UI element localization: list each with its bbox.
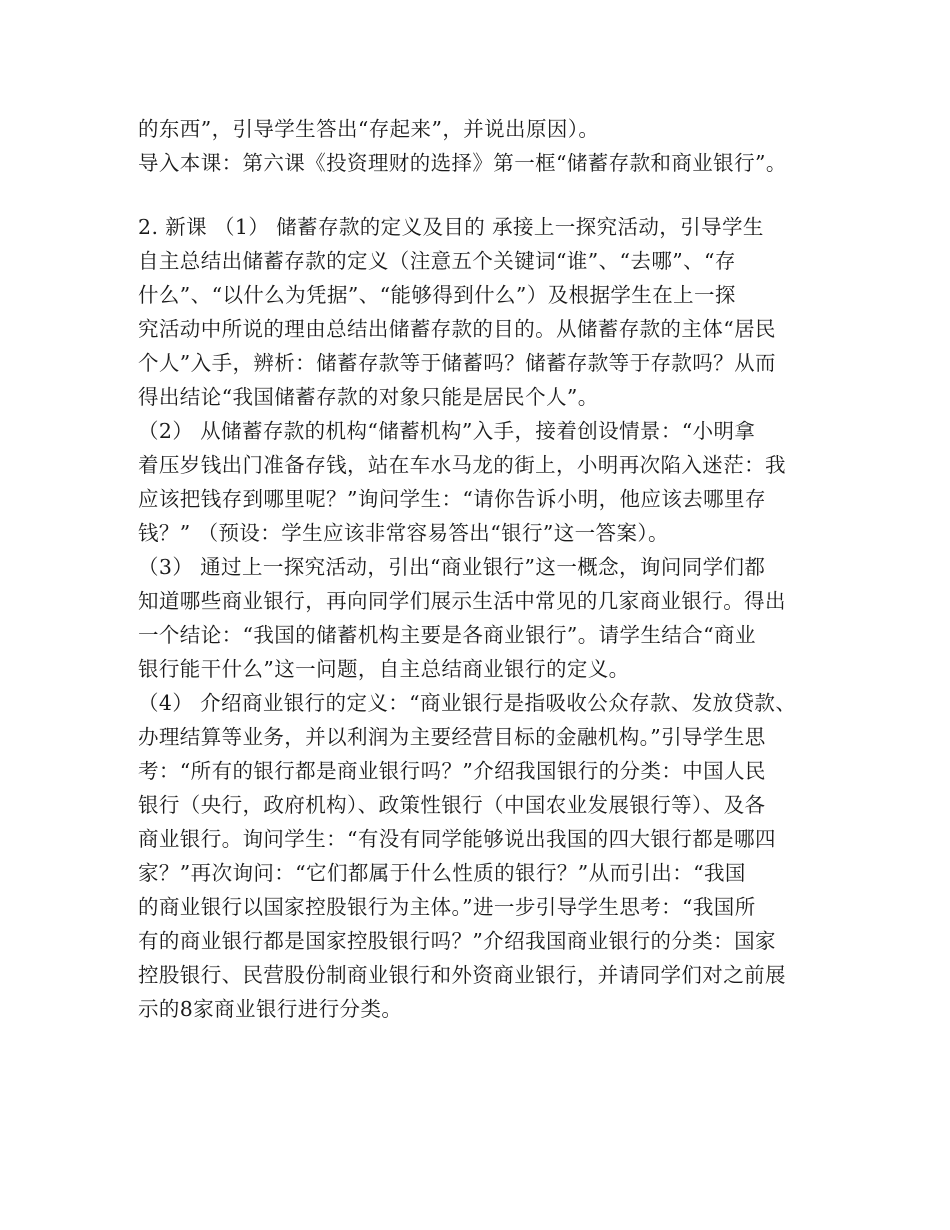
text-line: 2. 新课 （1） 储蓄存款的定义及目的 承接上一探究活动，引导学生 (138, 215, 764, 239)
text-line: 控股银行、民营股份制商业银行和外资商业银行，并请同学们对之前展 (138, 963, 786, 987)
text-line: 一个结论：“我国的储蓄机构主要是各商业银行”。请学生结合“商业 (138, 623, 756, 647)
text-line: 得出结论“我国储蓄存款的对象只能是居民个人”。 (138, 385, 599, 409)
text-line: 什么”、“以什么为凭据”、“能够得到什么”）及根据学生在上一探 (138, 283, 736, 307)
intro-paragraph (138, 112, 818, 180)
text-line: 商业银行。询问学生：“有没有同学能够说出我国的四大银行都是哪四 (138, 827, 776, 851)
text-line: （3） 通过上一探究活动，引出“商业银行”这一概念，询问同学们都 (138, 555, 766, 579)
text-line: 应该把钱存到哪里呢？”询问学生：“请你告诉小明，他应该去哪里存 (138, 487, 766, 511)
document-body (138, 112, 818, 1026)
text-line: 考：“所有的银行都是商业银行吗？”介绍我国银行的分类：中国人民 (138, 759, 766, 783)
text-line: 银行（央行，政府机构）、政策性银行（中国农业发展银行等）、及各 (138, 793, 766, 817)
text-line: 导入本课：第六课《投资理财的选择》第一框“储蓄存款和商业银行”。 (138, 151, 787, 175)
text-line: 究活动中所说的理由总结出储蓄存款的目的。从储蓄存款的主体“居民 (138, 317, 776, 341)
new-lesson-section (138, 210, 818, 1026)
text-line: 知道哪些商业银行，再向同学们展示生活中常见的几家商业银行。得出 (138, 589, 786, 613)
text-line: 的商业银行以国家控股银行为主体。”进一步引导学生思考：“我国所 (138, 895, 756, 919)
text-line: 有的商业银行都是国家控股银行吗？”介绍我国商业银行的分类：国家 (138, 929, 776, 953)
text-line: 银行能干什么”这一问题，自主总结商业银行的定义。 (138, 657, 630, 681)
paragraph-gap (138, 180, 818, 210)
text-line: 办理结算等业务，并以利润为主要经营目标的金融机构。”引导学生思 (138, 725, 766, 749)
text-line: （4） 介绍商业银行的定义：“商业银行是指吸收公众存款、发放贷款、 (138, 691, 797, 715)
text-line: 自主总结出储蓄存款的定义（注意五个关键词“谁”、“去哪”、“存 (138, 249, 736, 273)
text-line: 钱？” （预设：学生应该非常容易答出“银行”这一答案）。 (138, 521, 669, 545)
text-line: 着压岁钱出门准备存钱，站在车水马龙的街上，小明再次陷入迷茫：我 (138, 453, 786, 477)
text-line: 的东西”，引导学生答出“存起来”，并说出原因）。 (138, 117, 600, 141)
text-line: 个人”入手，辨析：储蓄存款等于储蓄吗？储蓄存款等于存款吗？从而 (138, 351, 776, 375)
text-line: 家？”再次询问：“它们都属于什么性质的银行？”从而引出：“我国 (138, 861, 746, 885)
text-line: （2） 从储蓄存款的机构“储蓄机构”入手，接着创设情景：“小明拿 (138, 419, 756, 443)
text-line: 示的8家商业银行进行分类。 (138, 997, 403, 1021)
